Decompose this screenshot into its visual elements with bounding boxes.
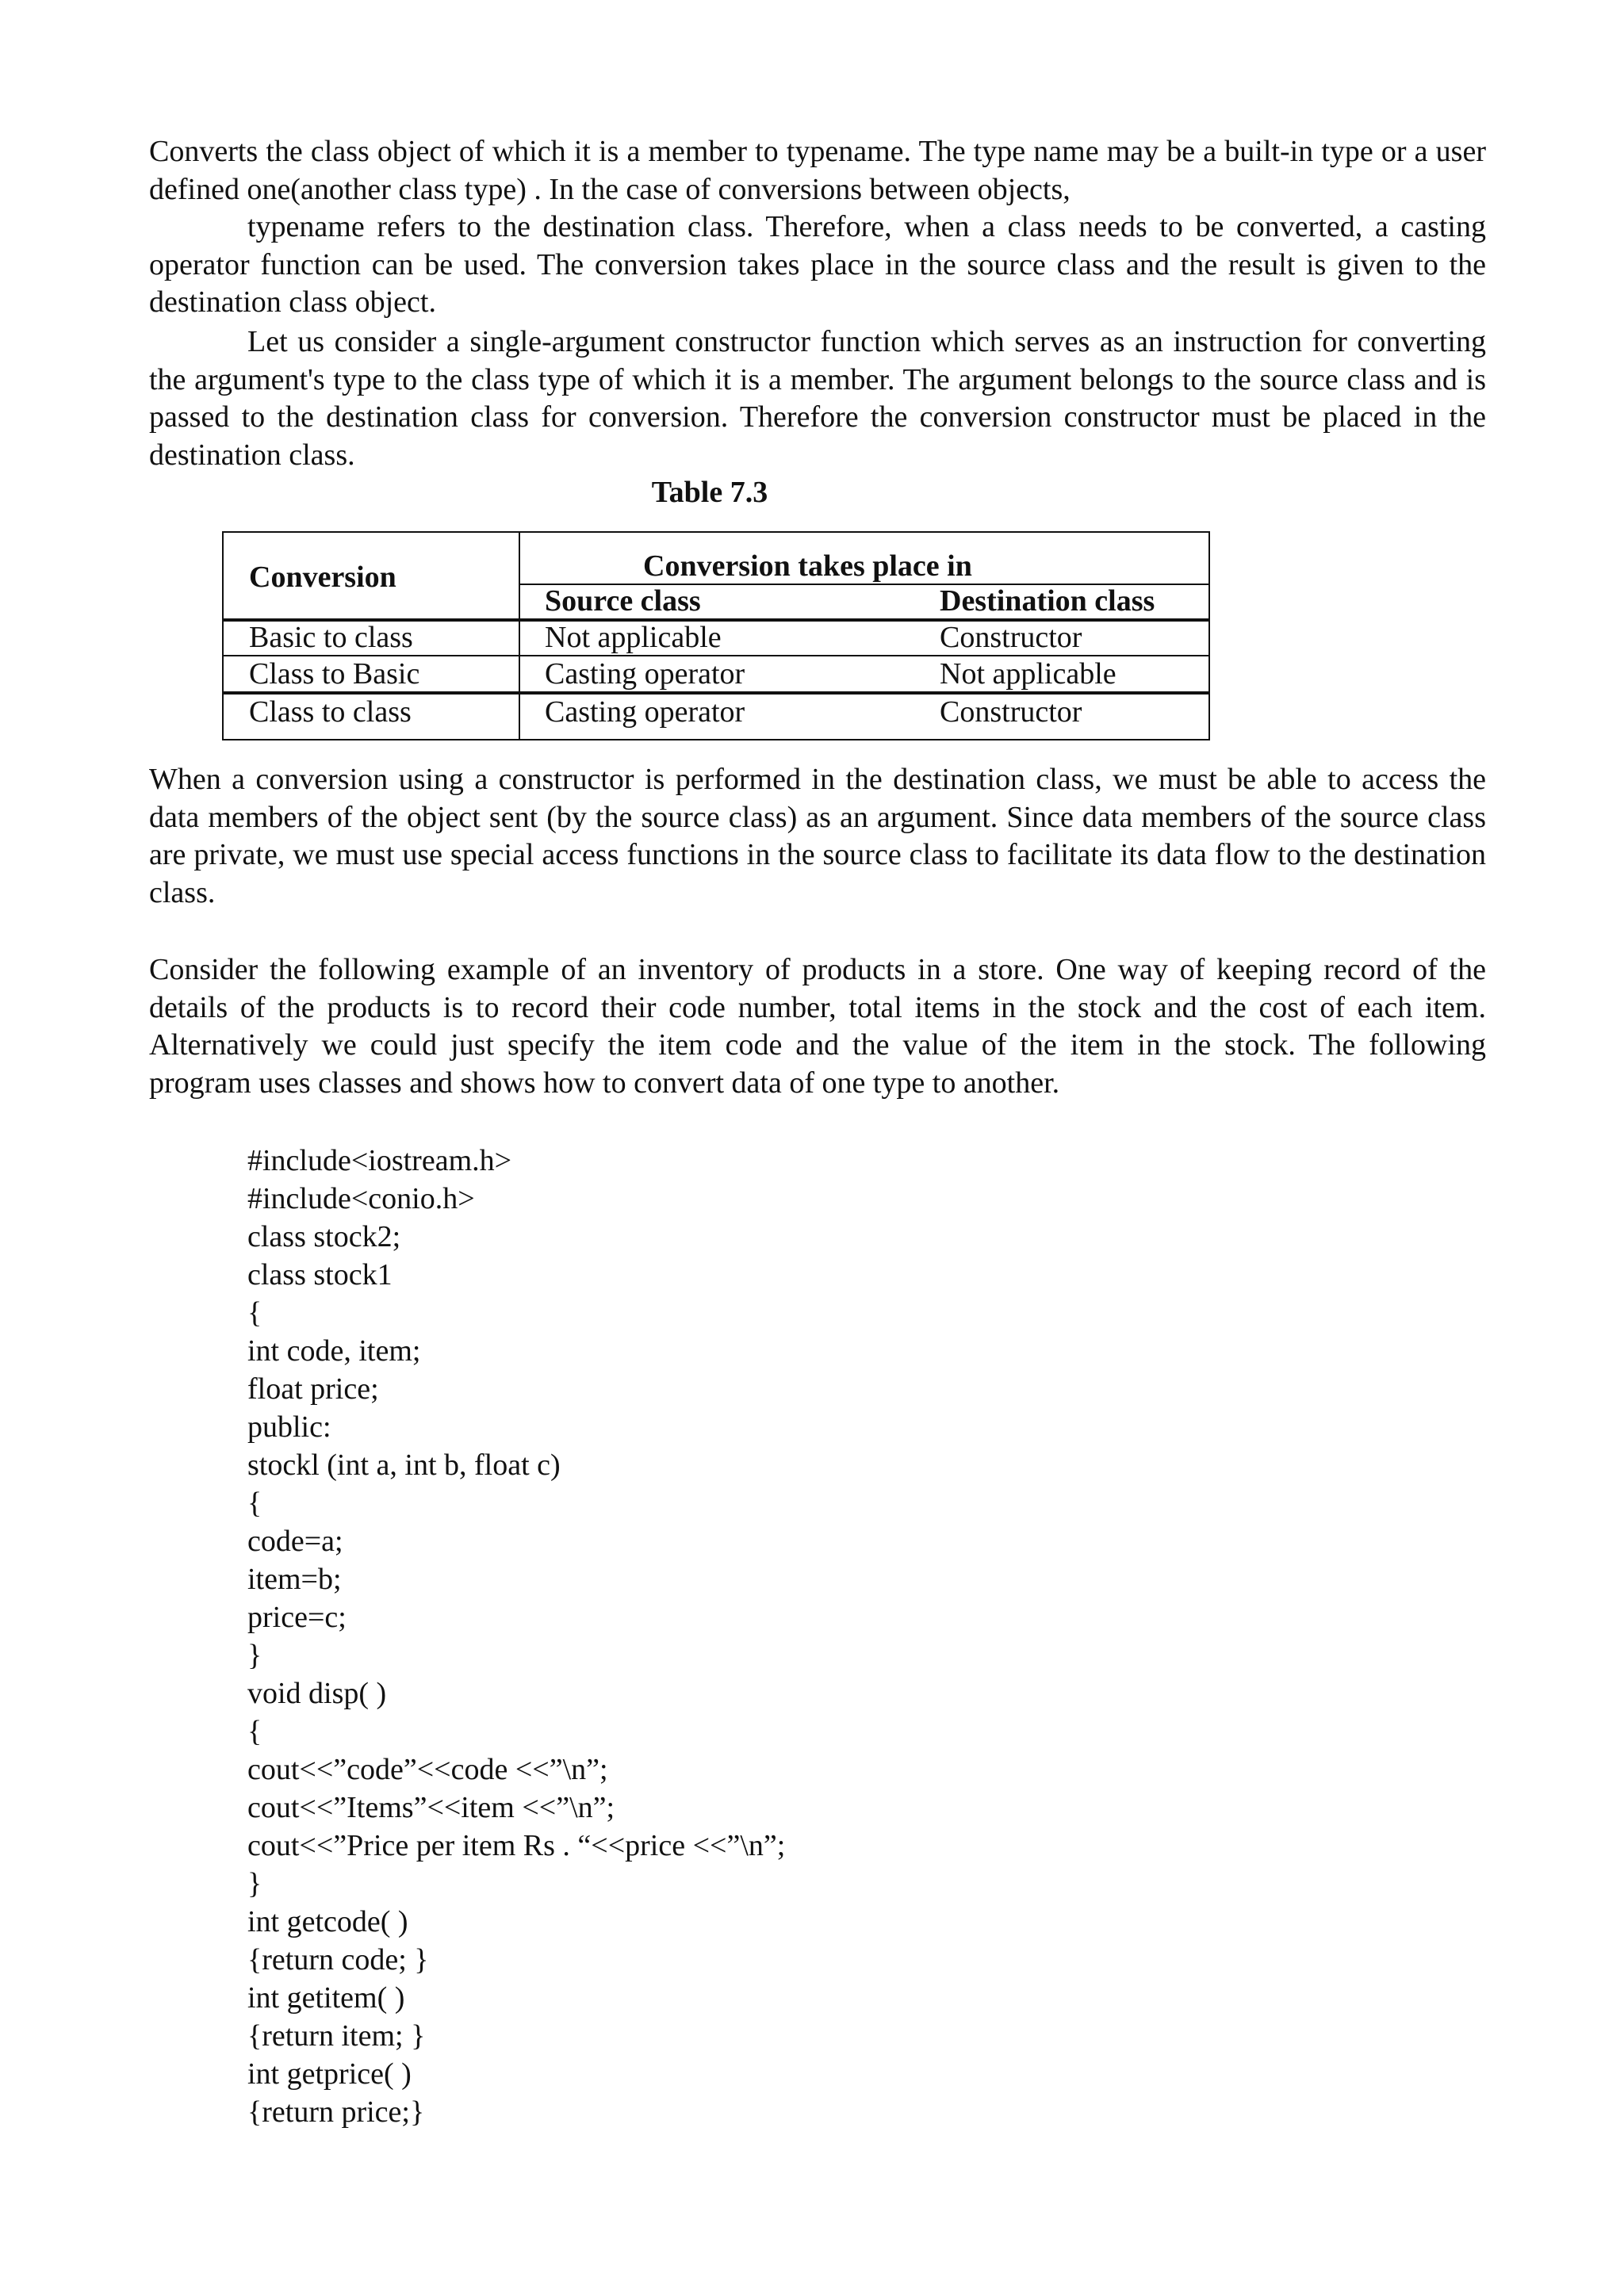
paragraph-access-functions xyxy=(149,761,1486,912)
code-line: cout<<”Items”<<item <<”\n”; xyxy=(247,1791,615,1824)
paragraph-constructor xyxy=(149,323,1486,474)
table-header-conversion: Conversion xyxy=(249,561,396,594)
code-line: void disp( ) xyxy=(247,1677,387,1710)
code-line: int code, item; xyxy=(247,1334,421,1368)
code-line: float price; xyxy=(247,1372,379,1406)
code-line: public: xyxy=(247,1410,331,1444)
code-line: #include<conio.h> xyxy=(247,1182,475,1215)
paragraph-text: typename refers to the destination class. Therefore, when a class needs to be converted, a casting operator function can be used. The conversion takes place in the source class and the result is given to the destination class object. xyxy=(149,210,1486,319)
paragraph-text: Consider the following example of an inventory of products in a store. One way of keeping record of the details of the products is to record their code number, total items in the stock and the cost of each item. Alternatively we could just specify the item code and the value of the item in the stock. The following program uses classes and shows how to convert data of one type to another. xyxy=(149,953,1486,1100)
table-caption: Table 7.3 xyxy=(651,476,768,509)
code-line: } xyxy=(247,1639,262,1672)
code-line: { xyxy=(247,1487,262,1520)
code-line: { xyxy=(247,1715,262,1748)
table-cell: Constructor xyxy=(940,621,1082,654)
table-cell: Class to Basic xyxy=(249,657,420,691)
code-line: cout<<”code”<<code <<”\n”; xyxy=(247,1753,608,1786)
table-cell: Casting operator xyxy=(545,695,745,729)
table-cell: Not applicable xyxy=(545,621,722,654)
paragraph-text: When a conversion using a constructor is performed in the destination class, we must be able to access the data members of the object sent (by the source class) as an argument. Since data members of the source class are private, we must use special access functions in the source class to facilitate its data flow to the destination class. xyxy=(149,763,1486,909)
code-line: #include<iostream.h> xyxy=(247,1144,512,1177)
table-cell: Casting operator xyxy=(545,657,745,691)
paragraph-text: Converts the class object of which it is a member to typename. The type name may be a built-in type or a user defined one(another class type) . In the case of conversions between objects, xyxy=(149,135,1486,206)
code-line: class stock2; xyxy=(247,1220,401,1253)
table-cell: Basic to class xyxy=(249,621,413,654)
code-line: int getprice( ) xyxy=(247,2057,412,2091)
code-listing xyxy=(247,1142,785,2131)
code-line: class stock1 xyxy=(247,1258,393,1292)
code-line: {return item; } xyxy=(247,2019,426,2053)
paragraph-text: Let us consider a single-argument constructor function which serves as an instruction for converting the argument's type to the class type of which it is a member. The argument belongs to the source class and is passed to the destination class for conversion. Therefore the conversion constructor must be placed in the destination class. xyxy=(149,325,1486,472)
code-line: stockl (int a, int b, float c) xyxy=(247,1448,561,1482)
code-line: int getitem( ) xyxy=(247,1981,405,2015)
code-line: { xyxy=(247,1296,262,1330)
code-line: } xyxy=(247,1867,262,1900)
table-cell: Class to class xyxy=(249,695,412,729)
code-line: price=c; xyxy=(247,1601,347,1634)
table-cell: Not applicable xyxy=(940,657,1116,691)
paragraph-inventory-example xyxy=(149,951,1486,1102)
code-line: item=b; xyxy=(247,1563,342,1596)
code-line: {return code; } xyxy=(247,1943,429,1976)
code-line: code=a; xyxy=(247,1525,343,1558)
code-line: int getcode( ) xyxy=(247,1905,408,1938)
table-divider xyxy=(519,533,520,739)
table-cell: Constructor xyxy=(940,695,1082,729)
table-header-group: Conversion takes place in xyxy=(643,549,972,583)
code-line: {return price;} xyxy=(247,2095,425,2129)
code-line: cout<<”Price per item Rs . “<<price <<”\n”; xyxy=(247,1829,786,1862)
paragraph-intro xyxy=(149,133,1486,322)
conversion-table xyxy=(222,531,1210,740)
table-header-source: Source class xyxy=(545,584,701,618)
table-header-destination: Destination class xyxy=(940,584,1155,618)
